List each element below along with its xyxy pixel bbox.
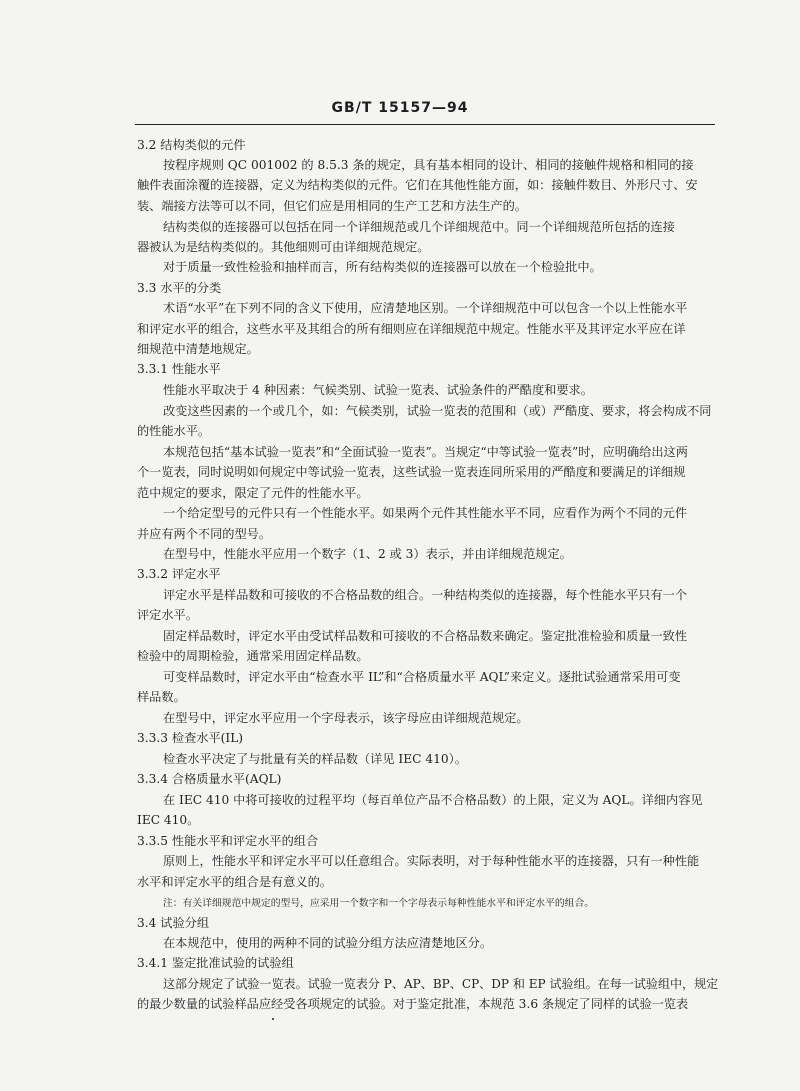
paragraph-line: 检查水平决定了与批量有关的样品数（详见 IEC 410）。	[163, 752, 467, 766]
paragraph-line: 这部分规定了试验一览表。试验一览表分 P、AP、BP、CP、DP 和 EP 试验组。在每一试验组中，规定	[163, 977, 719, 991]
paragraph-line: 对于质量一致性检验和抽样而言，所有结构类似的连接器可以放在一个检验批中。	[163, 260, 602, 274]
paragraph-line: 检验中的周期检验，通常采用固定样品数。	[137, 649, 369, 663]
standard-number-header: GB/T 15157—94	[331, 100, 469, 116]
paragraph-line: 按程序规则 QC 001002 的 8.5.3 条的规定，具有基本相同的设计、相同的接触件规格和相同的接	[163, 158, 694, 172]
paragraph-line: 的性能水平。	[137, 424, 211, 438]
paragraph-line: IEC 410。	[137, 813, 200, 827]
paragraph-line: 触件表面涂覆的连接器，定义为结构类似的元件。它们在其他性能方面，如：接触件数目、外形尺寸、安	[137, 178, 698, 192]
paragraph-line: 在本规范中，使用的两种不同的试验分组方法应清楚地区分。	[163, 936, 493, 950]
paragraph-line: 可变样品数时，评定水平由“检查水平 IL”和“合格质量水平 AQL”来定义。逐批试验通常采用可变	[163, 670, 681, 684]
section-heading-3-3-5: 3.3.5 性能水平和评定水平的组合	[137, 834, 319, 848]
paragraph-line: 个一览表，同时说明如何规定中等试验一览表，这些试验一览表连同所采用的严酷度和要满足的详细规	[137, 465, 686, 479]
paragraph-line: 样品数。	[137, 690, 186, 704]
paragraph-line: 在型号中，评定水平应用一个字母表示，该字母应由详细规范规定。	[163, 711, 529, 725]
scan-speck	[272, 1018, 274, 1020]
section-heading-3-2: 3.2 结构类似的元件	[137, 138, 246, 152]
paragraph-line: 细规范中清楚地规定。	[137, 342, 259, 356]
paragraph-line: 本规范包括“基本试验一览表”和“全面试验一览表”。当规定“中等试验一览表”时，应明确给出这两	[163, 445, 688, 459]
section-heading-3-3-2: 3.3.2 评定水平	[137, 567, 221, 581]
paragraph-line: 和评定水平的组合，这些水平及其组合的所有细则应在详细规范中规定。性能水平及其评定水平应在详	[137, 322, 686, 336]
paragraph-line: 水平和评定水平的组合是有意义的。	[137, 875, 332, 889]
section-heading-3-4: 3.4 试验分组	[137, 916, 210, 930]
section-heading-3-3-4: 3.3.4 合格质量水平(AQL)	[137, 772, 282, 786]
paragraph-line: 术语“水平”在下列不同的含义下使用，应清楚地区别。一个详细规范中可以包含一个以上性能水平	[163, 301, 688, 315]
section-heading-3-3-3: 3.3.3 检查水平(IL)	[137, 731, 244, 745]
paragraph-line: 在型号中，性能水平应用一个数字（1、2 或 3）表示，并由详细规范规定。	[163, 547, 572, 561]
paragraph-line: 性能水平取决于 4 种因素：气候类别、试验一览表、试验条件的严酷度和要求。	[163, 383, 593, 397]
paragraph-line: 固定样品数时，评定水平由受试样品数和可接收的不合格品数来确定。鉴定批准检验和质量一致性	[163, 629, 688, 643]
paragraph-line: 一个给定型号的元件只有一个性能水平。如果两个元件其性能水平不同，应看作为两个不同的元件	[163, 506, 688, 520]
paragraph-line: 评定水平是样品数和可接收的不合格品数的组合。一种结构类似的连接器，每个性能水平只有一个	[163, 588, 688, 602]
paragraph-line: 结构类似的连接器可以包括在同一个详细规范或几个详细规范中。同一个详细规范所包括的连接	[163, 220, 675, 234]
section-heading-3-3-1: 3.3.1 性能水平	[137, 362, 221, 376]
paragraph-line: 装、端接方法等可以不同，但它们应是用相同的生产工艺和方法生产的。	[137, 199, 527, 213]
section-heading-3-4-1: 3.4.1 鉴定批准试验的试验组	[137, 956, 294, 970]
paragraph-line: 的最少数量的试验样品应经受各项规定的试验。对于鉴定批准，本规范 3.6 条规定了同样的试验一览表	[137, 997, 689, 1011]
paragraph-line: 在 IEC 410 中将可接收的过程平均（每百单位产品不合格品数）的上限，定义为 AQL。详细内容见	[163, 793, 703, 807]
paragraph-line: 器被认为是结构类似的。其他细则可由详细规范规定。	[137, 240, 430, 254]
header-rule	[135, 124, 715, 125]
paragraph-line: 改变这些因素的一个或几个，如：气候类别，试验一览表的范围和（或）严酷度、要求，将会构成不同	[163, 404, 712, 418]
paragraph-line: 原则上，性能水平和评定水平可以任意组合。实际表明，对于每种性能水平的连接器，只有一种性能	[163, 854, 700, 868]
paragraph-line: 评定水平。	[137, 608, 198, 622]
note-line: 注：有关详细规范中规定的型号，应采用一个数字和一个字母表示每种性能水平和评定水平的组合。	[163, 898, 595, 909]
paragraph-line: 并应有两个不同的型号。	[137, 527, 272, 541]
section-heading-3-3: 3.3 水平的分类	[137, 281, 222, 295]
paragraph-line: 范中规定的要求，限定了元件的性能水平。	[137, 486, 369, 500]
